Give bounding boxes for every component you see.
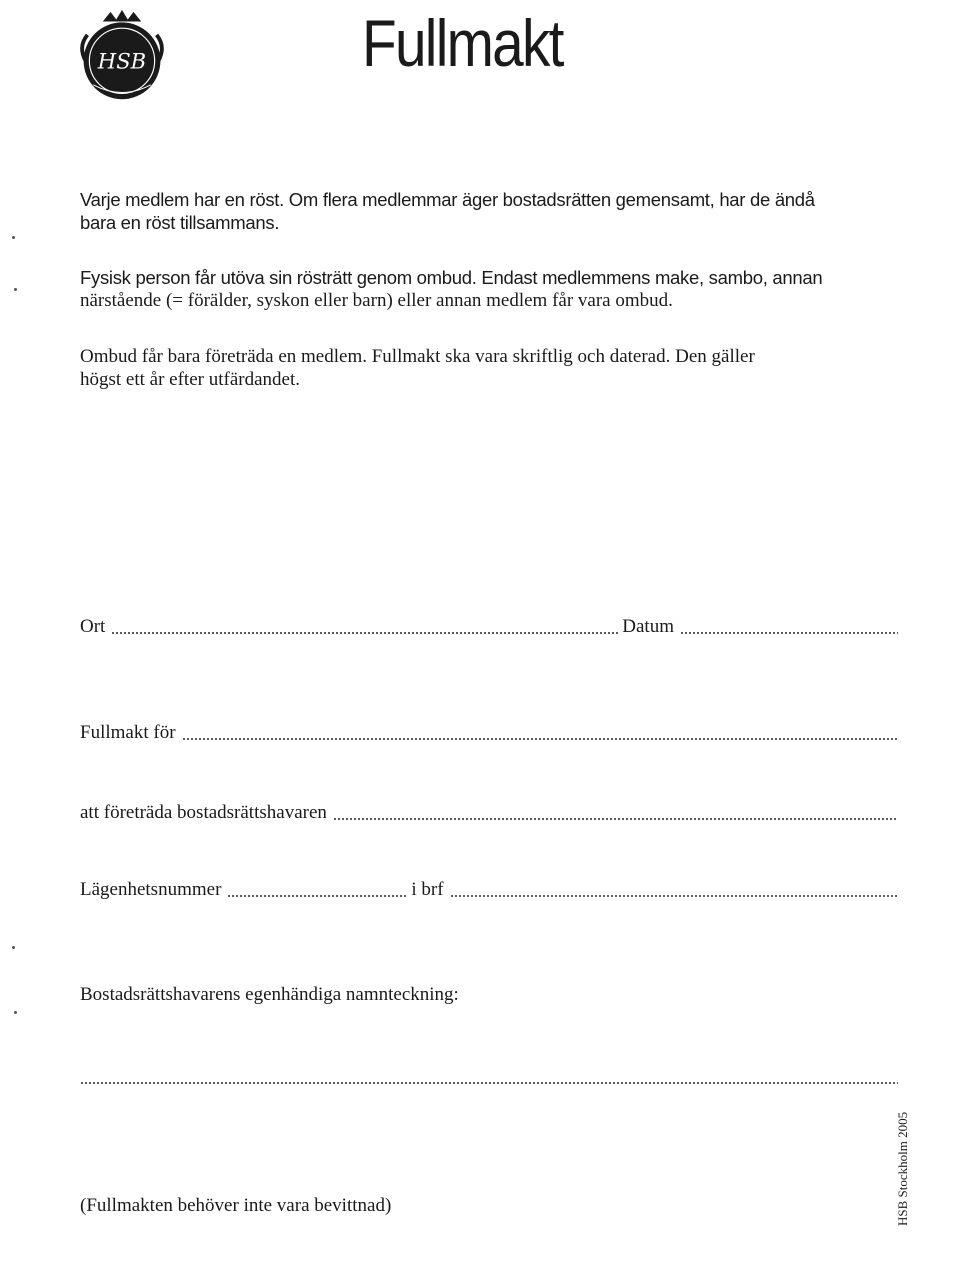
page-title: Fullmakt: [362, 6, 563, 80]
paragraph-proxy: [80, 266, 920, 312]
paragraph-line: högst ett år efter utfärdandet.: [80, 369, 300, 390]
foretrada-label: att företräda bostadsrättshavaren: [80, 802, 327, 823]
signature-input-line[interactable]: [80, 1082, 898, 1084]
ort-input-line[interactable]: [111, 632, 618, 634]
ort-label: Ort: [80, 616, 106, 637]
signature-label: Bostadsrättshavarens egenhändiga namnteckning:: [80, 984, 459, 1005]
witness-note: (Fullmakten behöver inte vara bevittnad): [80, 1195, 392, 1216]
datum-label: Datum: [622, 616, 674, 637]
scan-speck: [12, 236, 15, 239]
paragraph-votes: [80, 188, 920, 234]
scan-speck: [14, 288, 17, 291]
svg-text:HSB: HSB: [97, 48, 147, 74]
place-date-row: [80, 612, 898, 638]
scan-speck: [12, 946, 15, 949]
imprint-text: HSB Stockholm 2005: [895, 1111, 910, 1226]
paragraph-line: Fysisk person får utöva sin rösträtt genom ombud. Endast medlemmens make, sambo, annan: [80, 267, 823, 288]
paragraph-line: Ombud får bara företräda en medlem. Fullmakt ska vara skriftlig och daterad. Den gäller: [80, 346, 755, 367]
represent-row: [80, 798, 898, 824]
paragraph-line: närstående (= förälder, syskon eller barn) eller annan medlem får vara ombud.: [80, 290, 673, 311]
foretrada-input-line[interactable]: [333, 818, 898, 820]
datum-input-line[interactable]: [680, 632, 898, 634]
proxy-for-row: [80, 718, 898, 744]
lagenhet-input-line[interactable]: [227, 895, 407, 897]
brf-input-line[interactable]: [450, 895, 898, 897]
paragraph-rules: [80, 345, 920, 391]
lagenhet-label: Lägenhetsnummer: [80, 879, 222, 900]
scan-speck: [14, 1011, 17, 1014]
fullmakt-for-input-line[interactable]: [182, 738, 898, 740]
brf-label: i brf: [411, 879, 444, 900]
paragraph-line: Varje medlem har en röst. Om flera medlemmar äger bostadsrätten gemensamt, har de ändå: [80, 189, 815, 210]
paragraph-line: bara en röst tillsammans.: [80, 212, 280, 233]
apartment-row: [80, 875, 898, 901]
fullmakt-for-label: Fullmakt för: [80, 722, 176, 743]
hsb-emblem-icon: [74, 8, 170, 104]
